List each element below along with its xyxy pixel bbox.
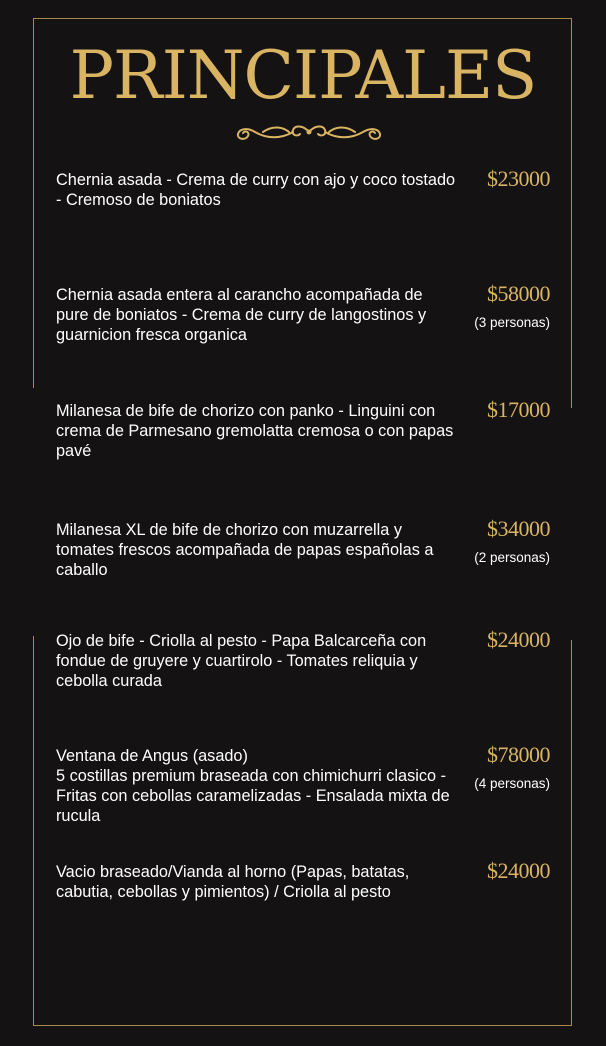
menu-item-price: $58000 xyxy=(487,281,550,306)
flourish-ornament-icon xyxy=(233,117,385,147)
menu-item-price: $34000 xyxy=(487,516,550,541)
menu-item-price: $24000 xyxy=(487,858,550,883)
menu-item-description: Milanesa de bife de chorizo con panko - Linguini con crema de Parmesano gremolatta cremosa o con papas pavé xyxy=(56,402,454,460)
menu-item-serving-note: (2 personas) xyxy=(474,550,550,565)
menu-item-description-line: Ventana de Angus (asado) xyxy=(56,747,248,765)
menu-item-description: Chernia asada - Crema de curry con ajo y coco tostado - Cremoso de boniatos xyxy=(56,171,456,209)
menu-item-description: Chernia asada entera al carancho acompañada de pure de boniatos - Crema de curry de langostinos y guarnicion fresca organica xyxy=(56,286,427,344)
menu-item-description: Ojo de bife - Criolla al pesto - Papa Balcarceña con fondue de gruyere y cuartirolo - Tomates reliquia y cebolla curada xyxy=(56,632,427,690)
menu-item-price: $17000 xyxy=(487,397,550,422)
menu-item-serving-note: (4 personas) xyxy=(474,776,550,791)
menu-item-serving-note: (3 personas) xyxy=(474,315,550,330)
menu-item-price: $78000 xyxy=(487,742,550,767)
menu-title: PRINCIPALES xyxy=(69,37,537,114)
border-gap-right xyxy=(569,408,575,640)
border-gap-left xyxy=(30,388,36,636)
menu-item-description-line: 5 costillas premium braseada con chimichurri clasico - Fritas con cebollas caramelizadas - Ensalada mixta de rucula xyxy=(56,767,450,825)
menu-item-description: Milanesa XL de bife de chorizo con muzarrella y tomates frescos acompañada de papas españolas a caballo xyxy=(56,521,434,579)
menu-item-price: $24000 xyxy=(487,627,550,652)
menu-item-description: Vacio braseado/Vianda al horno (Papas, batatas, cabutia, cebollas y pimientos) / Criolla al pesto xyxy=(56,863,410,901)
menu-item-description xyxy=(56,746,456,826)
menu-item-price: $23000 xyxy=(487,166,550,191)
